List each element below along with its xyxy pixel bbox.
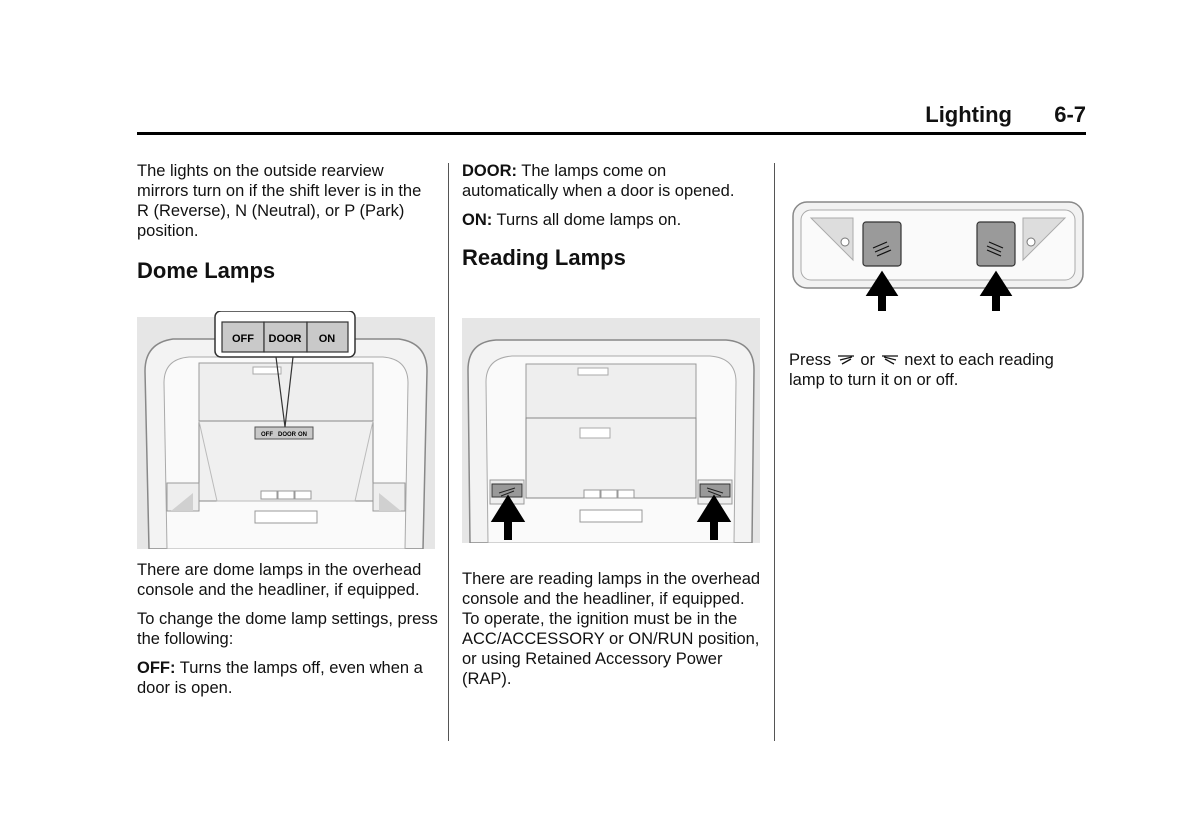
reading-lamps-heading: Reading Lamps [462,245,626,270]
press-instruction-rest: next to each reading lamp to turn it on or off. [789,351,1054,389]
page-header [137,96,1086,135]
or-word: or [860,351,876,369]
door-label: DOOR [268,333,302,345]
on-description: Turns all dome lamps on. [496,211,682,229]
arrow-left [873,278,891,311]
press-word: Press [789,351,832,369]
press-instruction [789,350,1089,390]
dome-lamp-figure [137,311,435,549]
reading-lamp-console-figure [462,318,760,543]
reading-lamp-right-icon [880,353,900,367]
column-1 [137,161,437,281]
small-off-label: OFF [261,432,273,438]
section-title: Lighting [925,102,1012,127]
column-1-lower [137,560,442,707]
column-2 [462,161,757,268]
on-definition [462,210,757,230]
dome-settings-para: To change the dome lamp settings, press the following: [137,610,438,648]
small-on-label: ON [298,432,307,438]
off-term: OFF: [137,659,176,677]
small-door-label: DOOR [278,432,296,438]
reading-lamps-para: There are reading lamps in the overhead console and the headliner, if equipped. To operate, the ignition must be in the ACC/ACCESSORY or ON/RUN position, or using Retained Accessory Power (RAP). [462,570,761,688]
column-3 [789,350,1089,399]
column-divider [448,163,449,741]
column-divider [774,163,775,741]
on-label: ON [318,333,336,345]
off-label: OFF [232,333,254,345]
dome-lamps-heading: Dome Lamps [137,258,276,283]
reading-lamp-left-icon [836,353,856,367]
door-term: DOOR: [462,162,517,180]
off-definition [137,658,442,698]
off-description: Turns the lamps off, even when a door is open. [137,659,423,697]
intro-paragraph: The lights on the outside rearview mirrors turn on if the shift lever is in the R (Reverse), N (Neutral), or P (Park) position. [137,162,422,240]
dome-lamps-para: There are dome lamps in the overhead console and the headliner, if equipped. [137,561,422,599]
door-definition [462,161,757,201]
door-description: The lamps come on automatically when a door is opened. [462,162,735,200]
reading-lamp-switch-right [977,222,1015,266]
arrow-right [987,278,1005,311]
on-term: ON: [462,211,493,229]
column-2-lower [462,569,762,698]
reading-lamp-headliner-figure [789,198,1085,318]
page-number: 6-7 [1054,102,1086,127]
